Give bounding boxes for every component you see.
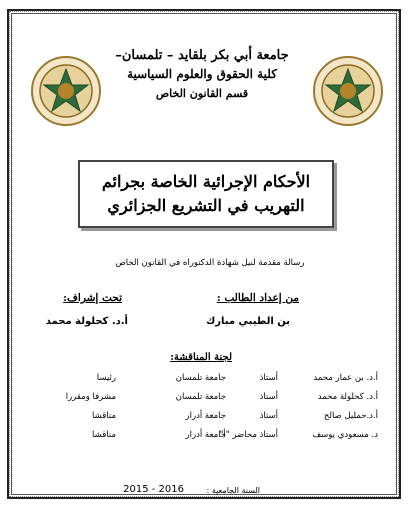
member-role: مشرفا ومقررا xyxy=(65,392,116,402)
committee-row xyxy=(60,392,378,411)
thesis-description: رسالة مقدمة لنيل شهادة الدكتوراه في القانون الخاص xyxy=(115,258,305,268)
institution-header xyxy=(112,46,292,103)
committee-row xyxy=(60,373,378,392)
university-seal-right xyxy=(312,55,384,127)
committee-row xyxy=(60,430,378,449)
member-name: أ.د.حمليل صالح xyxy=(323,411,378,421)
member-rank: أستاذ محاضر "أ" xyxy=(219,430,278,440)
member-university: جامعة أدرار xyxy=(185,430,226,440)
university-name: جامعة أبي بكر بلقايد – تلمسان– xyxy=(115,48,289,63)
department-name: قسم القانون الخاص xyxy=(155,87,249,100)
member-name: أ.د. كحلولة محمد xyxy=(317,392,378,402)
member-role: مناقشا xyxy=(92,430,116,440)
university-seal-left xyxy=(30,55,102,127)
member-rank: أستاذ xyxy=(259,373,278,383)
committee-table xyxy=(60,373,378,449)
committee-row xyxy=(60,411,378,430)
member-university: جامعة أدرار xyxy=(185,411,226,421)
member-name: د. مسعودي يوسف xyxy=(312,430,378,440)
member-rank: أستاذ xyxy=(259,392,278,402)
faculty-name: كلية الحقوق والعلوم السياسية xyxy=(127,67,277,81)
thesis-title-line-2: التهريب في التشريع الجزائري xyxy=(107,196,305,215)
supervisor-name: أ.د. كحلولة محمد xyxy=(45,316,128,327)
academic-year xyxy=(0,486,410,500)
supervisor-label: تحت إشراف: xyxy=(63,292,122,304)
thesis-title-box xyxy=(78,160,334,228)
member-rank: أستاذ xyxy=(259,411,278,421)
committee-label: لجنة المناقشة: xyxy=(170,352,232,363)
academic-year-value: 2015 - 2016 xyxy=(123,484,184,495)
member-university: جامعة تلمسان xyxy=(175,392,226,402)
member-university: جامعة تلمسان xyxy=(175,373,226,383)
student-name: بن الطيبي مبارك xyxy=(206,316,290,327)
member-role: رئيسا xyxy=(96,373,116,383)
student-label: من إعداد الطالب : xyxy=(216,292,299,304)
member-role: مناقشا xyxy=(92,411,116,421)
member-name: أ.د. بن عمار محمد xyxy=(313,373,378,383)
academic-year-label: السنة الجامعية : xyxy=(206,486,260,495)
thesis-title-line-1: الأحكام الإجرائية الخاصة بجرائم xyxy=(101,172,311,191)
